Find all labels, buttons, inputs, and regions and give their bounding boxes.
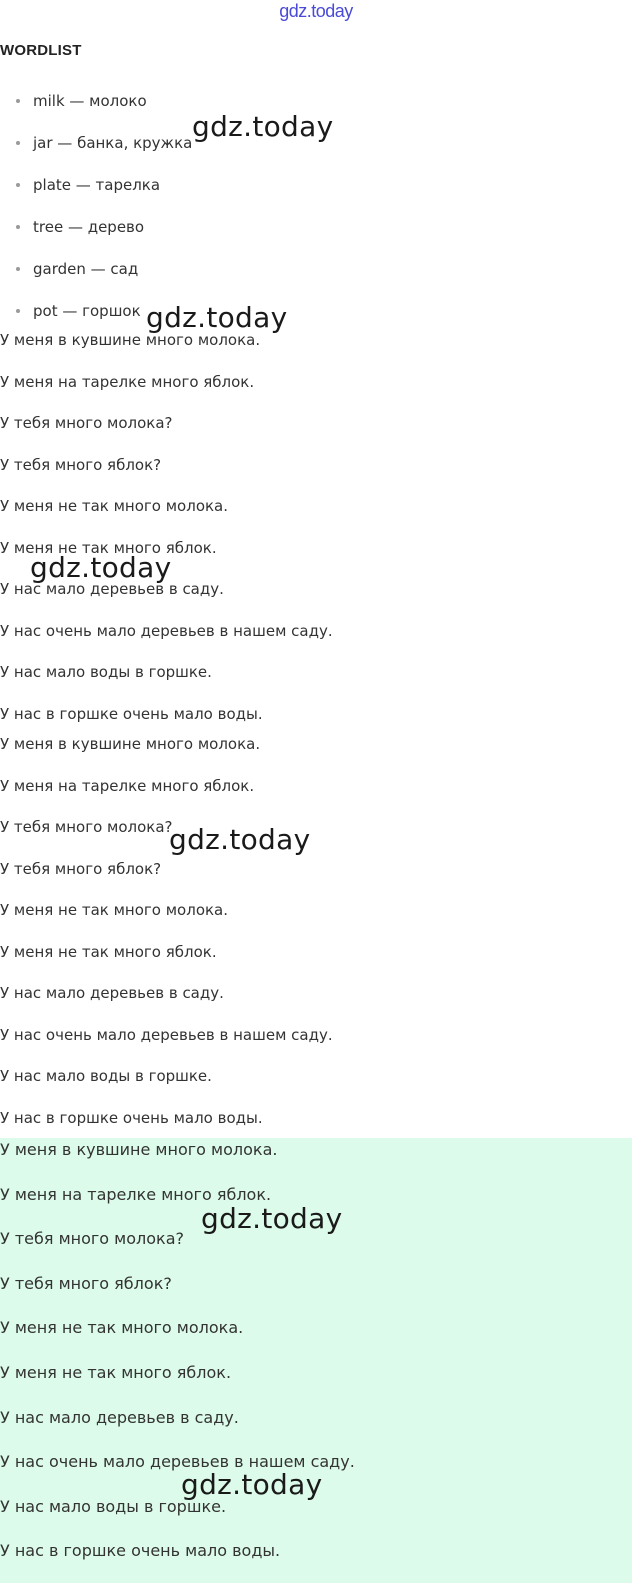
wordlist-title: WORDLIST xyxy=(0,42,82,59)
bullet-icon xyxy=(16,99,20,103)
list-item xyxy=(0,167,192,209)
site-logo[interactable]: gdz.today xyxy=(279,1,353,21)
list-item-text: garden — сад xyxy=(33,260,139,278)
sentence: У нас мало деревьев в саду. xyxy=(0,984,224,1002)
sentence: У меня в кувшине много молока. xyxy=(0,331,261,349)
list-item xyxy=(0,83,192,125)
sentence: У меня в кувшине много молока. xyxy=(0,1140,278,1159)
sentence: У меня не так много яблок. xyxy=(0,942,217,961)
list-item-text: tree — дерево xyxy=(33,218,145,236)
sentence: У нас мало деревьев в саду. xyxy=(0,580,224,598)
watermark: gdz.today xyxy=(30,551,172,584)
sentence: У тебя много яблок? xyxy=(0,1273,172,1293)
sentence: У тебя много яблок? xyxy=(0,859,162,878)
sentence: У тебя много молока? xyxy=(0,414,173,432)
bullet-icon xyxy=(16,267,20,271)
sentence: У нас мало деревьев в саду. xyxy=(0,1407,239,1427)
sentence: У нас в горшке очень мало воды. xyxy=(0,1108,263,1127)
sentence: У нас в горшке очень мало воды. xyxy=(0,1541,281,1561)
sentence: У нас в горшке очень мало воды. xyxy=(0,704,263,723)
translation-block-2 xyxy=(0,731,333,1146)
sentence: У тебя много яблок? xyxy=(0,455,162,474)
wordlist xyxy=(0,83,192,335)
sentence: У меня не так много молока. xyxy=(0,901,229,919)
sentence: У тебя много молока? xyxy=(0,1229,185,1249)
sentence: У тебя много молока? xyxy=(0,818,173,836)
watermark: gdz.today xyxy=(192,110,334,143)
sentence: У меня не так много молока. xyxy=(0,497,229,515)
watermark: gdz.today xyxy=(201,1202,343,1235)
bullet-icon xyxy=(16,141,20,145)
translation-block-1 xyxy=(0,327,333,742)
watermark: gdz.today xyxy=(146,301,288,334)
list-item-text: milk — молоко xyxy=(33,92,147,110)
sentence: У меня не так много яблок. xyxy=(0,1362,232,1382)
watermark: gdz.today xyxy=(181,1468,323,1501)
sentence: У меня не так много яблок. xyxy=(0,538,217,557)
sentence: У меня не так много молока. xyxy=(0,1318,244,1338)
list-item xyxy=(0,251,192,293)
bullet-icon xyxy=(16,225,20,229)
sentence: У нас очень мало деревьев в нашем саду. xyxy=(0,1452,355,1472)
list-item xyxy=(0,125,192,167)
sentence: У нас мало воды в горшке. xyxy=(0,1496,227,1516)
sentence: У нас очень мало деревьев в нашем саду. xyxy=(0,621,333,640)
sentence: У меня в кувшине много молока. xyxy=(0,735,261,753)
sentence: У меня на тарелке много яблок. xyxy=(0,1184,272,1204)
list-item-text: plate — тарелка xyxy=(33,176,161,194)
sentence: У меня на тарелке много яблок. xyxy=(0,776,255,795)
sentence: У нас мало воды в горшке. xyxy=(0,1067,212,1085)
translation-block-3 xyxy=(0,1138,355,1584)
sentence: У нас очень мало деревьев в нашем саду. xyxy=(0,1025,333,1044)
watermark: gdz.today xyxy=(169,823,311,856)
bullet-icon xyxy=(16,309,20,313)
sentence: У меня на тарелке много яблок. xyxy=(0,372,255,391)
list-item xyxy=(0,209,192,251)
sentence: У нас мало воды в горшке. xyxy=(0,663,212,681)
bullet-icon xyxy=(16,183,20,187)
list-item-text: jar — банка, кружка xyxy=(33,134,193,152)
list-item-text: pot — горшок xyxy=(33,302,141,320)
